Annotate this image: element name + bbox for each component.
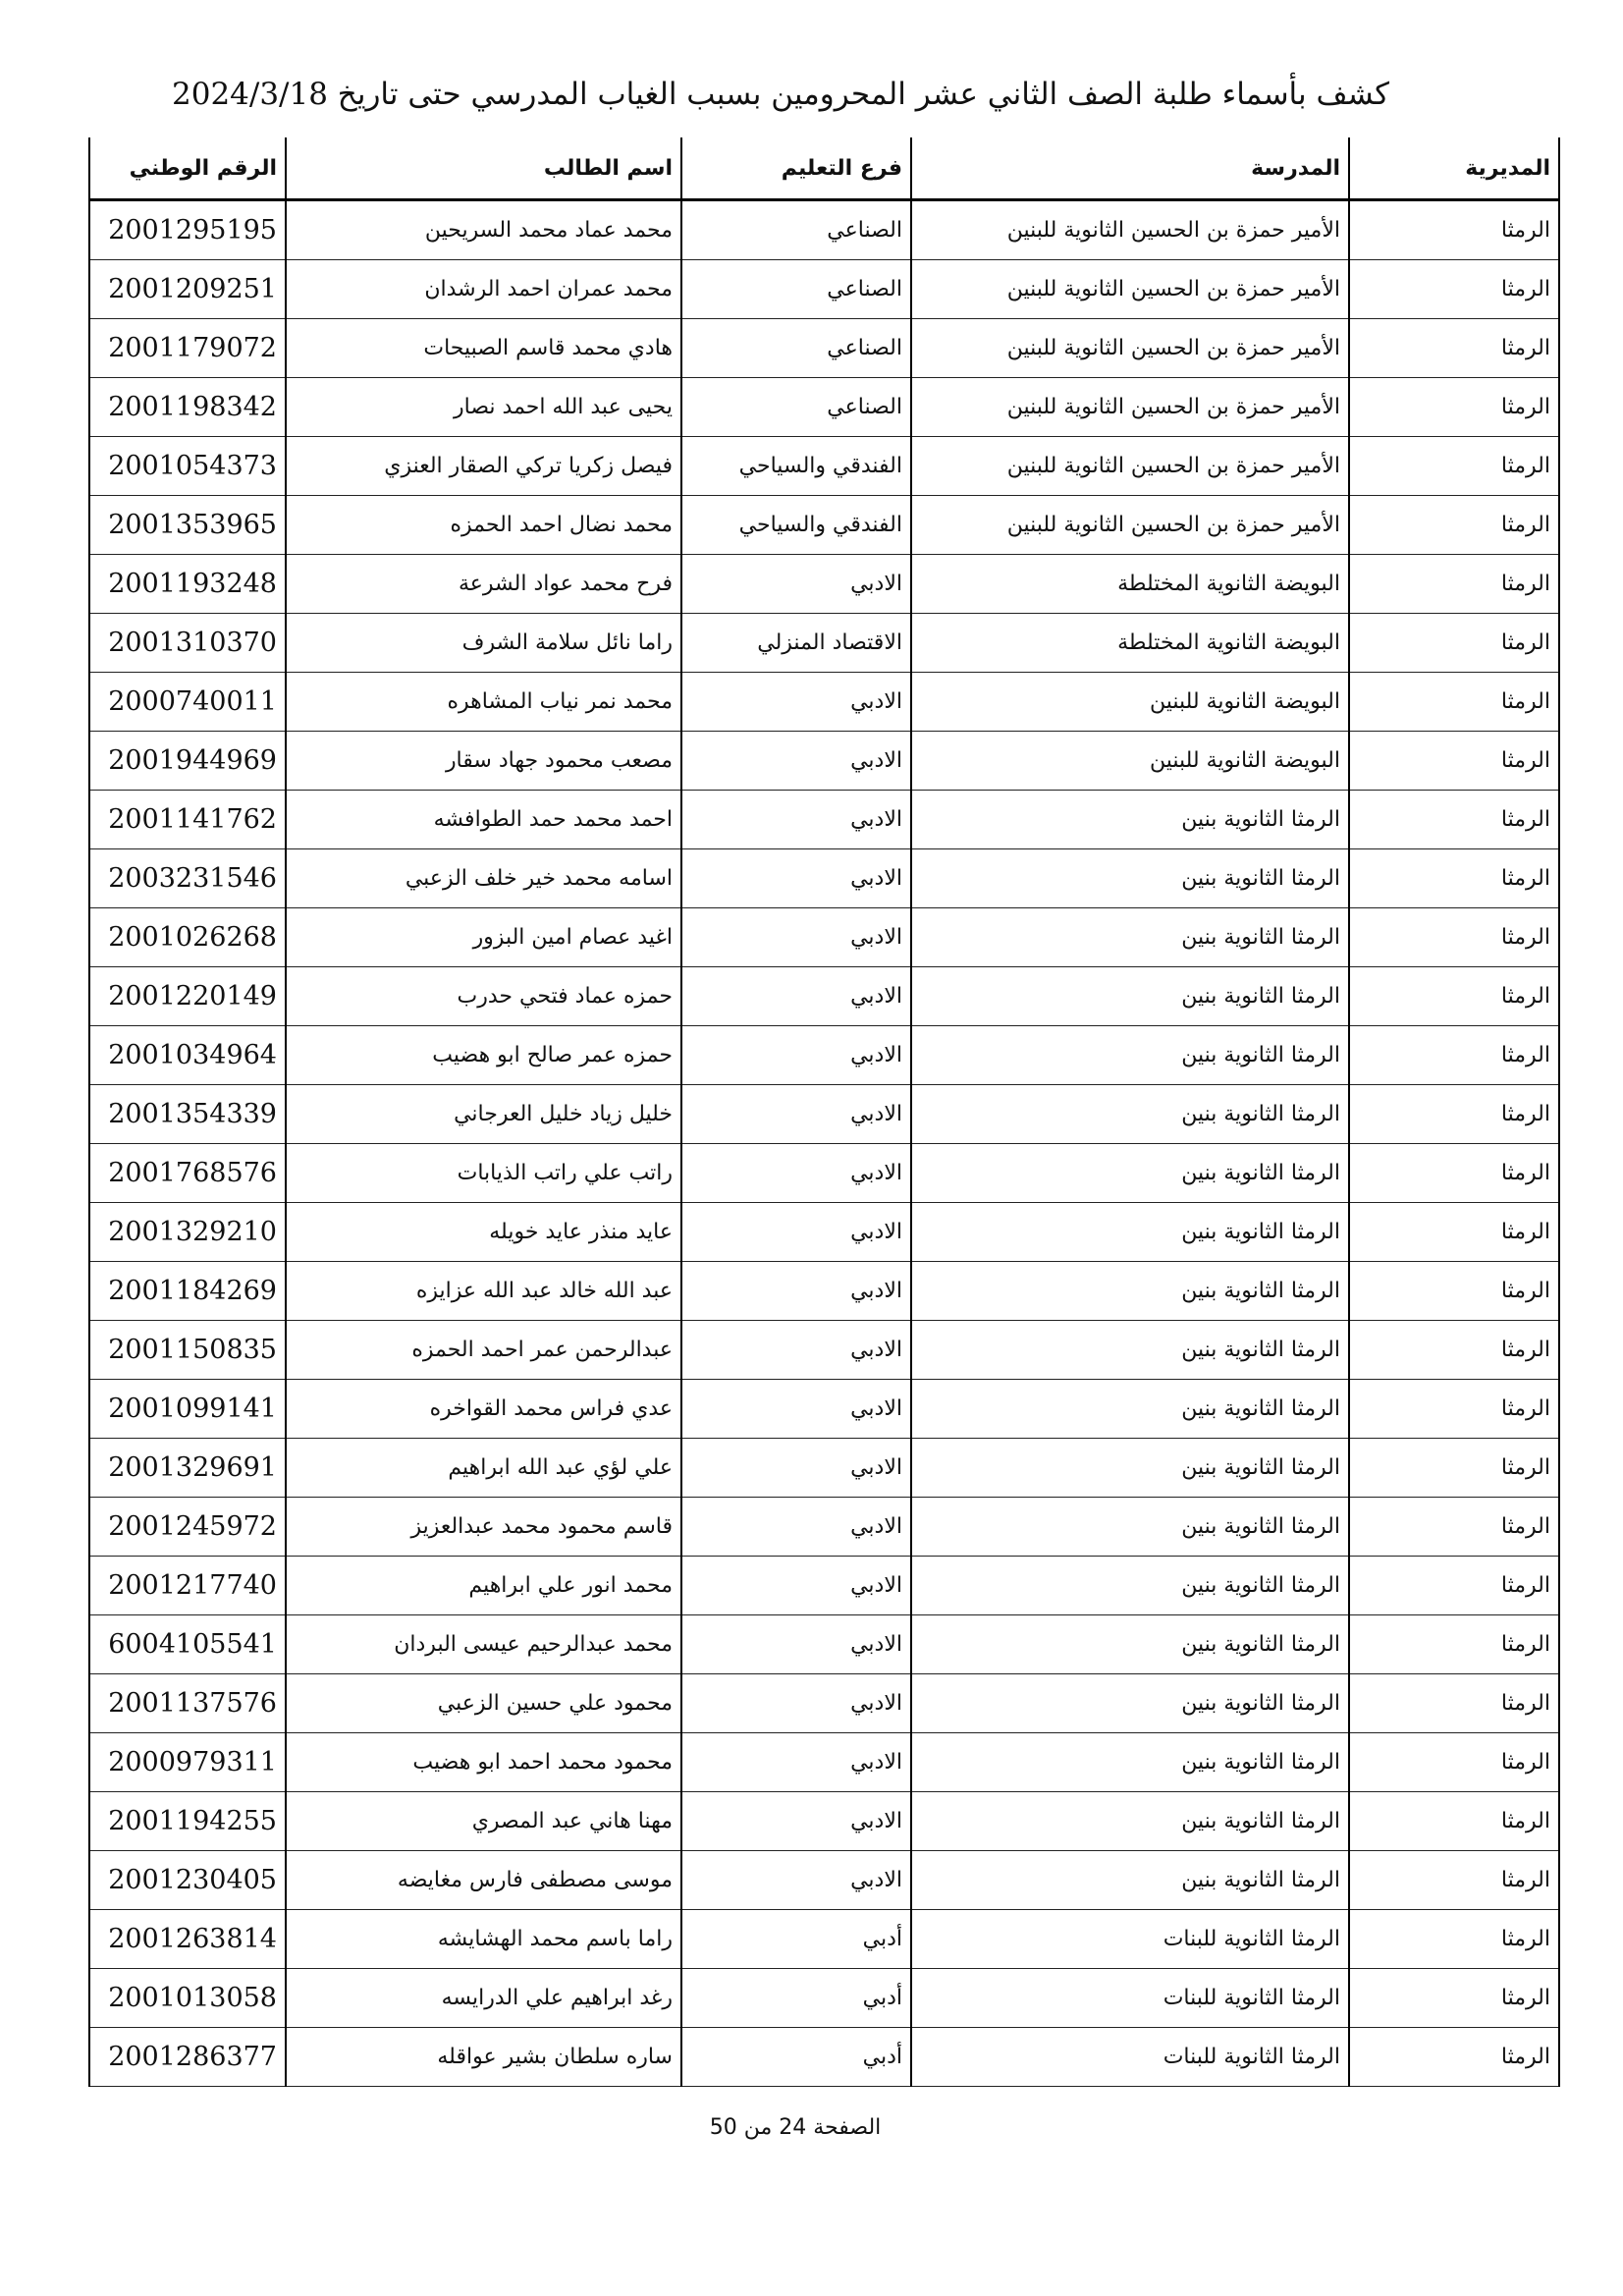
student-name-cell: عدي فراس محمد القواخره <box>286 1380 681 1439</box>
school-cell: الرمثا الثانوية بنين <box>911 1792 1349 1851</box>
national-id-cell: 2001217740 <box>89 1557 286 1615</box>
table-row <box>89 378 1559 437</box>
school-cell: الرمثا الثانوية بنين <box>911 908 1349 967</box>
branch-cell: أدبي <box>681 1969 911 2028</box>
national-id-cell: 2000740011 <box>89 673 286 732</box>
branch-cell: الادبي <box>681 1439 911 1498</box>
national-id-cell: 2001220149 <box>89 967 286 1026</box>
directorate-cell: الرمثا <box>1349 614 1559 673</box>
school-cell: البويضة الثانوية المختلطة <box>911 614 1349 673</box>
branch-cell: الادبي <box>681 1792 911 1851</box>
document-title: كشف بأسماء طلبة الصف الثاني عشر المحرومين بسبب الغياب المدرسي حتى تاريخ 2024/3/18 <box>172 77 1389 112</box>
directorate-cell: الرمثا <box>1349 1498 1559 1557</box>
branch-cell: الادبي <box>681 673 911 732</box>
table-row <box>89 1085 1559 1144</box>
directorate-cell: الرمثا <box>1349 1733 1559 1792</box>
table-row <box>89 1321 1559 1380</box>
branch-cell: الادبي <box>681 1203 911 1262</box>
table-body <box>89 200 1559 2087</box>
national-id-cell: 2001193248 <box>89 555 286 614</box>
national-id-cell: 2001286377 <box>89 2028 286 2087</box>
directorate-cell: الرمثا <box>1349 437 1559 496</box>
student-name-cell: علي لؤي عبد الله ابراهيم <box>286 1439 681 1498</box>
school-cell: الأمير حمزة بن الحسين الثانوية للبنين <box>911 319 1349 378</box>
student-name-cell: اسامه محمد خير خلف الزعبي <box>286 849 681 908</box>
student-name-cell: محمود علي حسين الزعبي <box>286 1674 681 1733</box>
table-row <box>89 1674 1559 1733</box>
branch-cell: الادبي <box>681 1262 911 1321</box>
national-id-cell: 2001353965 <box>89 496 286 555</box>
student-name-cell: راما باسم محمد الهشايشه <box>286 1910 681 1969</box>
directorate-cell: الرمثا <box>1349 2028 1559 2087</box>
table-row <box>89 1733 1559 1792</box>
school-cell: الرمثا الثانوية بنين <box>911 1851 1349 1910</box>
table-row <box>89 1203 1559 1262</box>
table-row <box>89 1851 1559 1910</box>
school-cell: الرمثا الثانوية بنين <box>911 791 1349 849</box>
student-name-cell: هادي محمد قاسم الصبيحات <box>286 319 681 378</box>
branch-cell: الادبي <box>681 732 911 791</box>
school-cell: الرمثا الثانوية بنين <box>911 1026 1349 1085</box>
school-cell: البويضة الثانوية للبنين <box>911 673 1349 732</box>
school-cell: الرمثا الثانوية للبنات <box>911 1910 1349 1969</box>
directorate-cell: الرمثا <box>1349 1557 1559 1615</box>
directorate-cell: الرمثا <box>1349 673 1559 732</box>
student-name-cell: راتب علي راتب الذيابات <box>286 1144 681 1203</box>
student-name-cell: خليل زياد خليل العرجاني <box>286 1085 681 1144</box>
school-cell: البويضة الثانوية للبنين <box>911 732 1349 791</box>
national-id-cell: 2001354339 <box>89 1085 286 1144</box>
directorate-cell: الرمثا <box>1349 260 1559 319</box>
school-cell: الرمثا الثانوية بنين <box>911 1262 1349 1321</box>
branch-cell: الادبي <box>681 1851 911 1910</box>
student-name-cell: محمد عمران احمد الرشدان <box>286 260 681 319</box>
student-name-cell: رغد ابراهيم علي الدرايسه <box>286 1969 681 2028</box>
student-name-cell: حمزه عمر صالح ابو هضيب <box>286 1026 681 1085</box>
table-row <box>89 1262 1559 1321</box>
table-row <box>89 849 1559 908</box>
students-table <box>88 137 1560 2087</box>
table-row <box>89 1498 1559 1557</box>
branch-cell: الصناعي <box>681 200 911 260</box>
student-name-cell: محمد نضال احمد الحمزه <box>286 496 681 555</box>
header-national-id: الرقم الوطني <box>89 137 286 200</box>
directorate-cell: الرمثا <box>1349 1085 1559 1144</box>
national-id-cell: 2001245972 <box>89 1498 286 1557</box>
national-id-cell: 2001137576 <box>89 1674 286 1733</box>
table-row <box>89 2028 1559 2087</box>
directorate-cell: الرمثا <box>1349 1910 1559 1969</box>
branch-cell: الادبي <box>681 1321 911 1380</box>
branch-cell: الادبي <box>681 1026 911 1085</box>
national-id-cell: 2001768576 <box>89 1144 286 1203</box>
branch-cell: الادبي <box>681 1674 911 1733</box>
table-row <box>89 732 1559 791</box>
student-name-cell: يحيى عبد الله احمد نصار <box>286 378 681 437</box>
directorate-cell: الرمثا <box>1349 200 1559 260</box>
table-row <box>89 319 1559 378</box>
student-name-cell: احمد محمد حمد الطوافشه <box>286 791 681 849</box>
branch-cell: الصناعي <box>681 260 911 319</box>
school-cell: الرمثا الثانوية بنين <box>911 1380 1349 1439</box>
student-name-cell: حمزه عماد فتحي حدرب <box>286 967 681 1026</box>
national-id-cell: 2001141762 <box>89 791 286 849</box>
branch-cell: الادبي <box>681 791 911 849</box>
directorate-cell: الرمثا <box>1349 378 1559 437</box>
student-name-cell: اغيد عصام امين البزور <box>286 908 681 967</box>
national-id-cell: 2001329691 <box>89 1439 286 1498</box>
school-cell: الرمثا الثانوية بنين <box>911 1203 1349 1262</box>
school-cell: الرمثا الثانوية بنين <box>911 1085 1349 1144</box>
table-row <box>89 908 1559 967</box>
table-row <box>89 614 1559 673</box>
table-row <box>89 1615 1559 1674</box>
directorate-cell: الرمثا <box>1349 1203 1559 1262</box>
school-cell: الرمثا الثانوية بنين <box>911 1557 1349 1615</box>
student-name-cell: محمد عبدالرحيم عيسى البردان <box>286 1615 681 1674</box>
branch-cell: الصناعي <box>681 378 911 437</box>
table-row <box>89 1910 1559 1969</box>
school-cell: الرمثا الثانوية للبنات <box>911 1969 1349 2028</box>
school-cell: الأمير حمزة بن الحسين الثانوية للبنين <box>911 378 1349 437</box>
school-cell: الرمثا الثانوية بنين <box>911 1674 1349 1733</box>
header-school: المدرسة <box>911 137 1349 200</box>
header-directorate: المديرية <box>1349 137 1559 200</box>
national-id-cell: 2001263814 <box>89 1910 286 1969</box>
table-row <box>89 1557 1559 1615</box>
student-name-cell: فرح محمد عواد الشرعة <box>286 555 681 614</box>
branch-cell: الفندقي والسياحي <box>681 496 911 555</box>
student-name-cell: محمد عماد محمد السريحين <box>286 200 681 260</box>
directorate-cell: الرمثا <box>1349 555 1559 614</box>
directorate-cell: الرمثا <box>1349 1792 1559 1851</box>
national-id-cell: 2001013058 <box>89 1969 286 2028</box>
national-id-cell: 2001026268 <box>89 908 286 967</box>
student-name-cell: فيصل زكريا تركي الصقار العنزي <box>286 437 681 496</box>
table-row <box>89 1439 1559 1498</box>
school-cell: الرمثا الثانوية بنين <box>911 1321 1349 1380</box>
table-row <box>89 1026 1559 1085</box>
table-row <box>89 967 1559 1026</box>
table-row <box>89 437 1559 496</box>
school-cell: الرمثا الثانوية للبنات <box>911 2028 1349 2087</box>
branch-cell: أدبي <box>681 2028 911 2087</box>
student-name-cell: مصعب محمود جهاد سقار <box>286 732 681 791</box>
table-row <box>89 1969 1559 2028</box>
national-id-cell: 2001329210 <box>89 1203 286 1262</box>
branch-cell: الادبي <box>681 1380 911 1439</box>
table-row <box>89 200 1559 260</box>
header-student-name: اسم الطالب <box>286 137 681 200</box>
directorate-cell: الرمثا <box>1349 908 1559 967</box>
directorate-cell: الرمثا <box>1349 496 1559 555</box>
national-id-cell: 2001209251 <box>89 260 286 319</box>
national-id-cell: 2001230405 <box>89 1851 286 1910</box>
directorate-cell: الرمثا <box>1349 732 1559 791</box>
school-cell: الرمثا الثانوية بنين <box>911 967 1349 1026</box>
directorate-cell: الرمثا <box>1349 967 1559 1026</box>
national-id-cell: 2001179072 <box>89 319 286 378</box>
student-name-cell: محمود محمد احمد ابو هضيب <box>286 1733 681 1792</box>
table-row <box>89 555 1559 614</box>
school-cell: الرمثا الثانوية بنين <box>911 1615 1349 1674</box>
national-id-cell: 2001194255 <box>89 1792 286 1851</box>
directorate-cell: الرمثا <box>1349 1262 1559 1321</box>
directorate-cell: الرمثا <box>1349 791 1559 849</box>
school-cell: الرمثا الثانوية بنين <box>911 1439 1349 1498</box>
national-id-cell: 2001944969 <box>89 732 286 791</box>
student-name-cell: قاسم محمود محمد عبدالعزيز <box>286 1498 681 1557</box>
student-name-cell: عايد منذر عايد خويله <box>286 1203 681 1262</box>
national-id-cell: 2001310370 <box>89 614 286 673</box>
branch-cell: الادبي <box>681 1498 911 1557</box>
directorate-cell: الرمثا <box>1349 1851 1559 1910</box>
branch-cell: الادبي <box>681 1615 911 1674</box>
branch-cell: الادبي <box>681 1085 911 1144</box>
directorate-cell: الرمثا <box>1349 1439 1559 1498</box>
student-name-cell: مهنا هاني عبد المصري <box>286 1792 681 1851</box>
national-id-cell: 2001295195 <box>89 200 286 260</box>
table-row <box>89 496 1559 555</box>
table-header-row <box>89 137 1559 200</box>
table-row <box>89 1144 1559 1203</box>
national-id-cell: 2003231546 <box>89 849 286 908</box>
school-cell: الرمثا الثانوية بنين <box>911 1733 1349 1792</box>
page-number: الصفحة 24 من 50 <box>709 2115 882 2140</box>
student-name-cell: محمد نمر نياب المشاهره <box>286 673 681 732</box>
branch-cell: الفندقي والسياحي <box>681 437 911 496</box>
branch-cell: الادبي <box>681 1733 911 1792</box>
directorate-cell: الرمثا <box>1349 849 1559 908</box>
school-cell: الأمير حمزة بن الحسين الثانوية للبنين <box>911 200 1349 260</box>
table-row <box>89 791 1559 849</box>
student-name-cell: موسى مصطفى فارس مغايضه <box>286 1851 681 1910</box>
directorate-cell: الرمثا <box>1349 1615 1559 1674</box>
branch-cell: الاقتصاد المنزلي <box>681 614 911 673</box>
directorate-cell: الرمثا <box>1349 1144 1559 1203</box>
national-id-cell: 2000979311 <box>89 1733 286 1792</box>
branch-cell: الادبي <box>681 849 911 908</box>
national-id-cell: 2001034964 <box>89 1026 286 1085</box>
directorate-cell: الرمثا <box>1349 1321 1559 1380</box>
student-name-cell: عبدالرحمن عمر احمد الحمزه <box>286 1321 681 1380</box>
directorate-cell: الرمثا <box>1349 1380 1559 1439</box>
national-id-cell: 2001054373 <box>89 437 286 496</box>
header-branch: فرع التعليم <box>681 137 911 200</box>
table-row <box>89 673 1559 732</box>
branch-cell: الصناعي <box>681 319 911 378</box>
student-name-cell: ساره سلطان بشير عواقله <box>286 2028 681 2087</box>
school-cell: الأمير حمزة بن الحسين الثانوية للبنين <box>911 437 1349 496</box>
school-cell: الأمير حمزة بن الحسين الثانوية للبنين <box>911 496 1349 555</box>
branch-cell: أدبي <box>681 1910 911 1969</box>
branch-cell: الادبي <box>681 1144 911 1203</box>
school-cell: الرمثا الثانوية بنين <box>911 1498 1349 1557</box>
directorate-cell: الرمثا <box>1349 1969 1559 2028</box>
directorate-cell: الرمثا <box>1349 319 1559 378</box>
table-row <box>89 1792 1559 1851</box>
branch-cell: الادبي <box>681 1557 911 1615</box>
table-row <box>89 1380 1559 1439</box>
student-name-cell: محمد انور علي ابراهيم <box>286 1557 681 1615</box>
national-id-cell: 2001184269 <box>89 1262 286 1321</box>
branch-cell: الادبي <box>681 908 911 967</box>
national-id-cell: 2001099141 <box>89 1380 286 1439</box>
school-cell: الأمير حمزة بن الحسين الثانوية للبنين <box>911 260 1349 319</box>
table-row <box>89 260 1559 319</box>
school-cell: الرمثا الثانوية بنين <box>911 1144 1349 1203</box>
national-id-cell: 2001150835 <box>89 1321 286 1380</box>
national-id-cell: 2001198342 <box>89 378 286 437</box>
directorate-cell: الرمثا <box>1349 1674 1559 1733</box>
student-name-cell: راما نائل سلامة الشرف <box>286 614 681 673</box>
directorate-cell: الرمثا <box>1349 1026 1559 1085</box>
school-cell: البويضة الثانوية المختلطة <box>911 555 1349 614</box>
branch-cell: الادبي <box>681 967 911 1026</box>
school-cell: الرمثا الثانوية بنين <box>911 849 1349 908</box>
student-name-cell: عبد الله خالد عبد الله عزايزه <box>286 1262 681 1321</box>
national-id-cell: 6004105541 <box>89 1615 286 1674</box>
branch-cell: الادبي <box>681 555 911 614</box>
